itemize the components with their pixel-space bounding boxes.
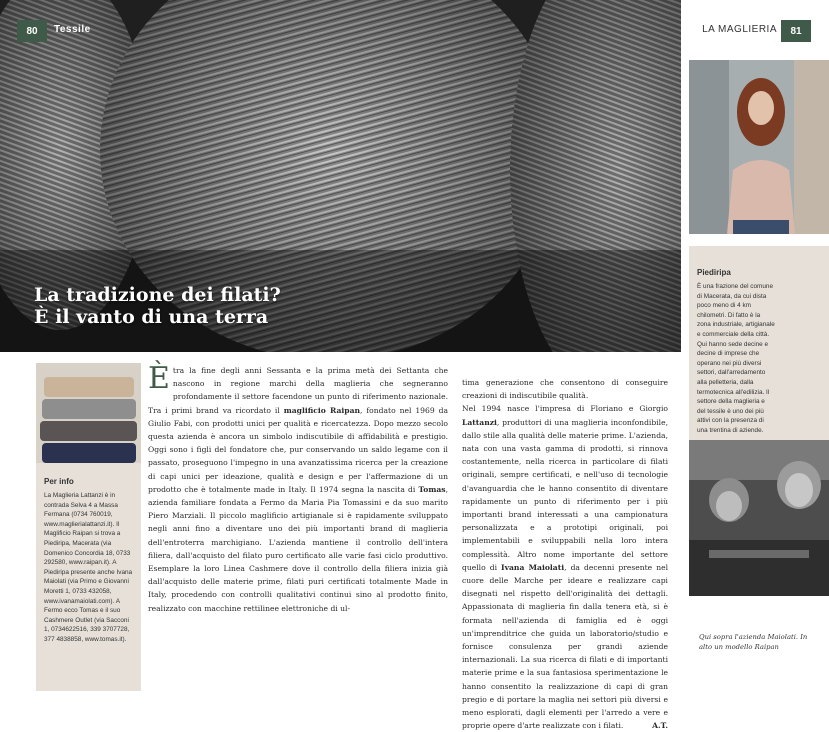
drop-cap: È [148,361,170,396]
section-label-right: LA MAGLIERIA [702,24,777,35]
brand-name-raipan: maglificio Raipan [283,405,361,415]
brand-name-maiolati: Ivana Maiolati [501,562,565,572]
article-text: Nel 1994 nasce l'impresa di Floriano e Giorgio [462,404,668,414]
page-number-left: 80 [17,20,47,42]
model-illustration [689,60,829,234]
section-label-left: Tessile [54,24,91,35]
model-photo [689,60,829,234]
workshop-illustration [689,440,829,596]
page-number-right: 81 [781,20,811,42]
article-paragraph: tima generazione che consentono di conseguire creazioni di indiscutibile qualità. [462,378,668,401]
photo-caption: Qui sopra l'azienda Maiolati. In alto un modello Raipan [699,633,808,651]
article-paragraph [462,402,668,732]
article-text: , fondato nel 1969 da Giulio Fabi, con prodotti unici per qualità e ricercatezza. Dopo mezzo secolo questa azienda è ancora un simbolo indiscutibile di affidabilità e prestigio. Oggi sono i figli del fondatore che, pur conservando un saldo legame con il passato, proseguono l'impegno in una avanzatissima ricerca per la creazione di capi unici per ideazione, qualità e design e per l'affermazione di un prodotto che è totalmente made in Italy. Il 1974 segna la nascita di [148,405,448,494]
article-column-1 [148,361,448,615]
article-paragraph [148,361,448,615]
info-title: Per info [44,477,74,486]
sidebar-text: È una frazione del comune di Macerata, da cui dista poco meno di 4 km chilometri. Di fatto è la zona industriale, artigianale e commerciale della città. Qui hanno sede decine e decine di imprese che operano nei più diversi settori, dall'arredamento alla pelletteria, dalla termotecnica all'edilizia. Il settore della maglieria e del tessile è uno dei più attivi con la presenza di una trentina di aziende. [697,283,775,434]
sidebar-title: Piediripa [697,268,731,277]
author-signature: A.T. [652,721,668,731]
sweaters-photo [36,363,141,463]
brand-name-tomas: Tomas [418,484,446,494]
article-text: , produttori di una maglieria inconfondibile, dallo stile alla qualità delle materie prime. L'azienda, nata con una vasta gamma di prodotti, si rinnova costantemente, nella ricerca in particolare di filati originali, sempre certificati, e nell'uso di tecnologie d'avanguardia che le hanno consentito di diventare rapidamente un punto di riferimento per i più importanti brand interessati a una campionatura personalizzata e a prototipi originali, poi implementabili e sviluppabili nella loro intera complessità. Altro nome importante del settore quello di [462,417,668,572]
article-title-line1: La tradizione dei filati? [34,284,281,306]
article-column-2 [462,376,668,732]
article-text: tra la fine degli anni Sessanta e la prima metà dei Settanta che nascono in regione marchi della maglieria che segneranno profondamente il settore facendone un punto di riferimento nazionale. Tra i primi brand va ricordato il [148,366,448,415]
article-text: , da decenni presente nel cuore delle Marche per ideare e realizzare capi disegnati nel rispetto dell'originalità dei dettagli. Appassionata di maglieria fin dalla tenera età, si è formata nell'azienda di famiglia ed è oggi un'imprenditrice che guida un laboratorio/studio e fornisce consulenza per grandi aziende internazionali. La sua ricerca di filati e di importanti materie prime e la sua fantasiosa sperimentazione le hanno consentito la realizzazione di capi di gran pregio e di portare la maglia nei settori più diversi e meno esplorati, dagli elementi per l'arredo a vere e proprie opere d'arte realizzate con i filati. [462,562,669,731]
article-text: , azienda familiare fondata a Fermo da Maria Pia Tomassini e da suo marito Piero Marziali. Il piccolo maglificio artigianale si è rapidamente sviluppato negli anni fino a diventare uno dei più importanti brand di maglieria dell'entroterra marchigiano. L'azienda mantiene il controllo dell'intera filiera, dall'acquisto del filato puro certificato alle varie fasi ciclo produttivo. Esemplare la loro Linea Cashmere dove il controllo della filiera inizia già dall'acquisto delle materie prime, filati puri certificati totalmente Made in Italy, procedendo con controlli qualitativi continui sino al prodotto finito, realizzato con macchine rettilinee elettroniche di ul- [148,484,448,613]
workshop-photo [689,440,829,596]
article-title-line2: È il vanto di una terra [34,306,269,328]
brand-name-lattanzi: Lattanzi [462,417,497,427]
sweaters-illustration [36,363,141,463]
info-text: La Maglieria Lattanzi è in contrada Selva 4 a Massa Fermana (0734 760019, www.maglierialattanzi.it). Il Maglificio Raipan si trova a Piediripa, Macerata (via Domenico Concordia 18, 0733 292580, www.raipan.it). A Piediripa presente anche Ivana Maiolati (via Primo e Giovanni Moretti 1, 0733 432058, www.ivanamaiolati.com). A Fermo ecco Tomas e il suo Cashmere Outlet (via Sacconi 1, 0734622516, 339 3707728, 377 4838858, www.tomas.it). [44,492,133,643]
article-title [34,284,281,328]
